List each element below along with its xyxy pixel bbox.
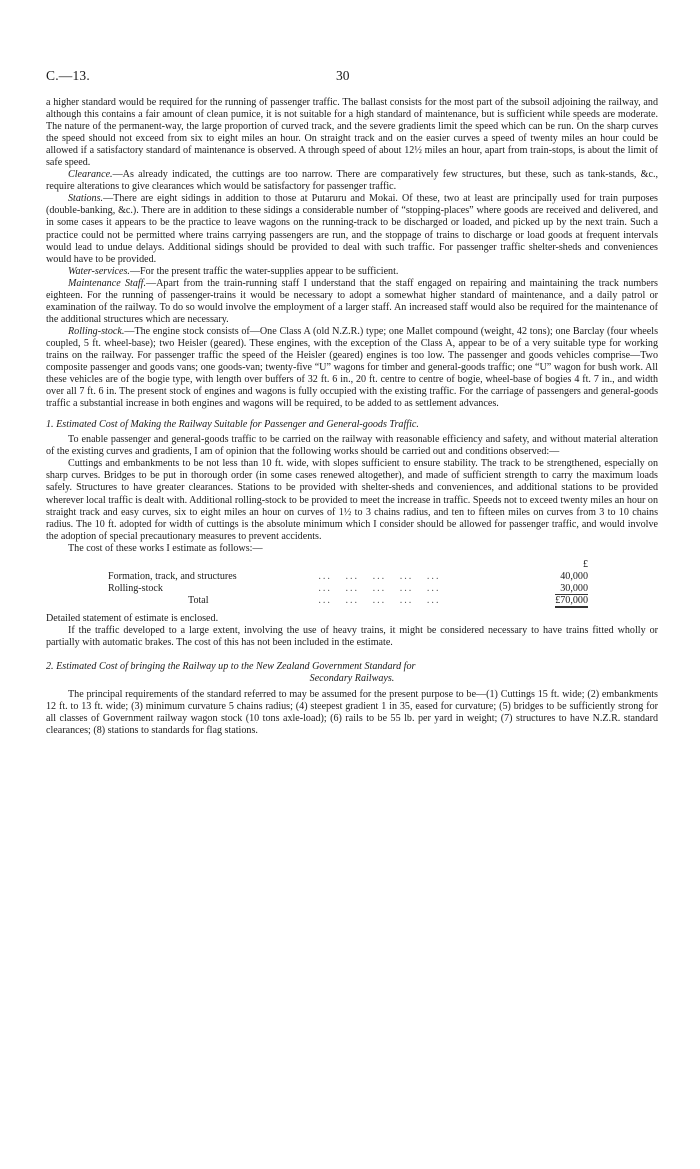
section2-heading-line2: Secondary Railways. xyxy=(309,673,395,685)
page-number: 30 xyxy=(336,68,350,83)
leader-dots: ... ... ... ... ... xyxy=(318,570,441,582)
page-header xyxy=(46,0,658,83)
rolling-stock-text: —The engine stock consists of—One Class A (old N.Z.R.) type; one Mallet compound (weight, 42 tons); one Barclay (four wheels coupled, 5 ft. wheel-base); two Heisler (geared). These engines, with the exception of the Class A, appear to be of a very suitable type for working trains on the railway. For passenger traffic the speed of the Heisler (geared) engines is too low. The passenger and goods vehicles comprise—Two composite passenger and goods vans; one goods-van; twenty-five “U” wagons for timber and general-goods traffic; one “U” wagon for bush work. All these vehicles are of the bogie type, with length over buffers of 32 ft. 6 in., 20 ft. centre to centre of bogie, wheel-base of bogies 4 ft. 7 in., and width over all 7 ft. 6 in. The present stock of engines and wagons is fully occupied with the existing traffic. For the carriage of passengers and general-goods traffic a substantial increase in both engines and wagons will be required, to be added to as settlement advances. xyxy=(46,325,658,410)
maintenance-heading: Maintenance Staff. xyxy=(68,277,147,289)
maintenance-text: —Apart from the train-running staff I understand that the staff engaged on repairing and maintaining the track numbers eighteen. For the running of passenger-trains it would be necessary to adopt a somewhat higher standard of maintenance, and a daily patrol or examination of the railway. To do so would involve the employment of a larger staff. An increased staff would also be required for the maintenance of the additional structures which are necessary. xyxy=(46,277,658,325)
document-body xyxy=(46,97,658,737)
water-text: —For the present traffic the water-supplies appear to be sufficient. xyxy=(129,265,399,277)
stations-text: —There are eight sidings in addition to those at Putaruru and Mokai. Of these, two at least are principally used for train purposes (double-banking, &c.). There are in addition to these sidings a considerable number of “stopping-places” where goods are received and delivered, and in some cases it appears to be the practice to leave wagons on the running-track to be discharged or loaded, and picked up by the next train. Such a practice could not be permitted where trains carrying passengers are run, and the stoppage of trains to discharge or load goods at frequent intervals would lead to undue delays. Additional sidings should be provided to deal with such traffic. For passenger traffic shelter-sheds and conveniences would have to be provided. xyxy=(46,193,658,265)
section2-text: The principal requirements of the standard referred to may be assumed for the present purpose to be—(1) Cuttings 15 ft. wide; (2) embankments 12 ft. to 13 ft. wide; (3) minimum curvature 5 chains radius; (4) steepest gradient 1 in 35, eased for curvature; (5) bridges to be sufficiently strong for all classes of Government railway wagon stock (10 tons axle-load); (6) rails to be 55 lb. per yard in weight; (7) structures to have N.Z.R. standard clearances; (8) stations to standards for flag stations. xyxy=(46,689,658,737)
paragraph-clearance xyxy=(46,169,658,193)
paragraph-water xyxy=(46,266,658,278)
paragraph-rolling-stock xyxy=(46,326,658,410)
currency-symbol: £ xyxy=(582,558,588,570)
leader-dots: ... ... ... ... ... xyxy=(318,594,441,606)
detail-note: Detailed statement of estimate is enclosed. xyxy=(46,612,219,624)
section1-heading: 1. Estimated Cost of Making the Railway Suitable for Passenger and General-goods Traffic. xyxy=(46,419,419,431)
document-page xyxy=(46,0,658,737)
cost-item-amount: 30,000 xyxy=(560,582,588,594)
section1-works: Cuttings and embankments to be not less than 10 ft. wide, with slopes sufficient to ensure stability. The track to be strengthened, especially on sharp curves. Bridges to be put in thorough order (in some cases renewed altogether), and made of sufficient strength to carry the maximum loads safely. Structures to have greater clearances. Stations to be provided with shelter-sheds and conveniences, and additional stations to be provided wherever local traffic is dealt with. Additional rolling-stock to be provided to meet the increase in traffic. Speeds not to exceed twenty miles an hour on straight track and easy curves, six to eight miles an hour on curves of 1½ to 3 chains radius, and ten to fifteen miles on curves from 3 to 10 chains radius. The 10 ft. adopted for width of cuttings is the absolute minimum which I consider should be allowed for passenger traffic, and would involve the adoption of special precautionary measures to prevent accidents. xyxy=(46,458,658,542)
total-label: Total xyxy=(188,594,209,606)
section2-heading: 2. Estimated Cost of bringing the Railway up to the New Zealand Government Standard for xyxy=(46,661,416,673)
section1-intro: To enable passenger and general-goods traffic to be carried on the railway with reasonable efficiency and safety, and without material alteration of the existing curves and gradients, I am of opinion that the following works should be carried out and conditions observed:— xyxy=(46,434,658,458)
rolling-stock-heading: Rolling-stock. xyxy=(68,325,125,337)
clearance-heading: Clearance. xyxy=(68,169,113,181)
section1-cost-intro: The cost of these works I estimate as follows:— xyxy=(68,542,263,554)
paragraph-ballast: a higher standard would be required for the running of passenger traffic. The ballast consists for the most part of the subsoil adjoining the railway, and although this contains a fair amount of clean pumice, it is not suitable for a high standard of maintenance, but is sufficient while speeds are moderate. The nature of the permanent-way, the large proportion of curved track, and the severe gradients limit the speed which can be run. On the sharp curves the speed should not exceed from six to eight miles an hour. On straight track and on the easier curves a speed of twenty miles an hour could be allowed if a satisfactory standard of maintenance is observed. A through speed of about 12½ miles an hour, apart from train-stops, is about the limit of safe speed. xyxy=(46,97,658,169)
stations-heading: Stations. xyxy=(68,193,104,205)
clearance-text: —As already indicated, the cuttings are too narrow. There are comparatively few structures, but these, such as tank-stands, &c., require alterations to give clearances which would be satisfactory for passenger traffic. xyxy=(46,169,658,193)
cost-item-label: Formation, track, and structures xyxy=(108,570,237,582)
cost-item-label: Rolling-stock xyxy=(108,582,163,594)
cost-item-amount: 40,000 xyxy=(560,570,588,582)
brakes-note: If the traffic developed to a large extent, involving the use of heavy trains, it might be considered necessary to have trains fitted wholly or partially with automatic brakes. The cost of this has not been included in the estimate. xyxy=(46,624,658,649)
total-amount: £70,000 xyxy=(555,594,588,606)
cost-row xyxy=(108,571,588,583)
cost-estimate-table xyxy=(108,559,588,607)
paragraph-stations xyxy=(46,193,658,265)
paragraph-maintenance xyxy=(46,278,658,326)
total-row xyxy=(108,595,588,607)
leader-dots: ... ... ... ... ... xyxy=(318,582,441,594)
document-reference: C.—13. xyxy=(46,68,90,83)
water-heading: Water-services. xyxy=(68,265,130,277)
cost-row xyxy=(108,583,588,595)
